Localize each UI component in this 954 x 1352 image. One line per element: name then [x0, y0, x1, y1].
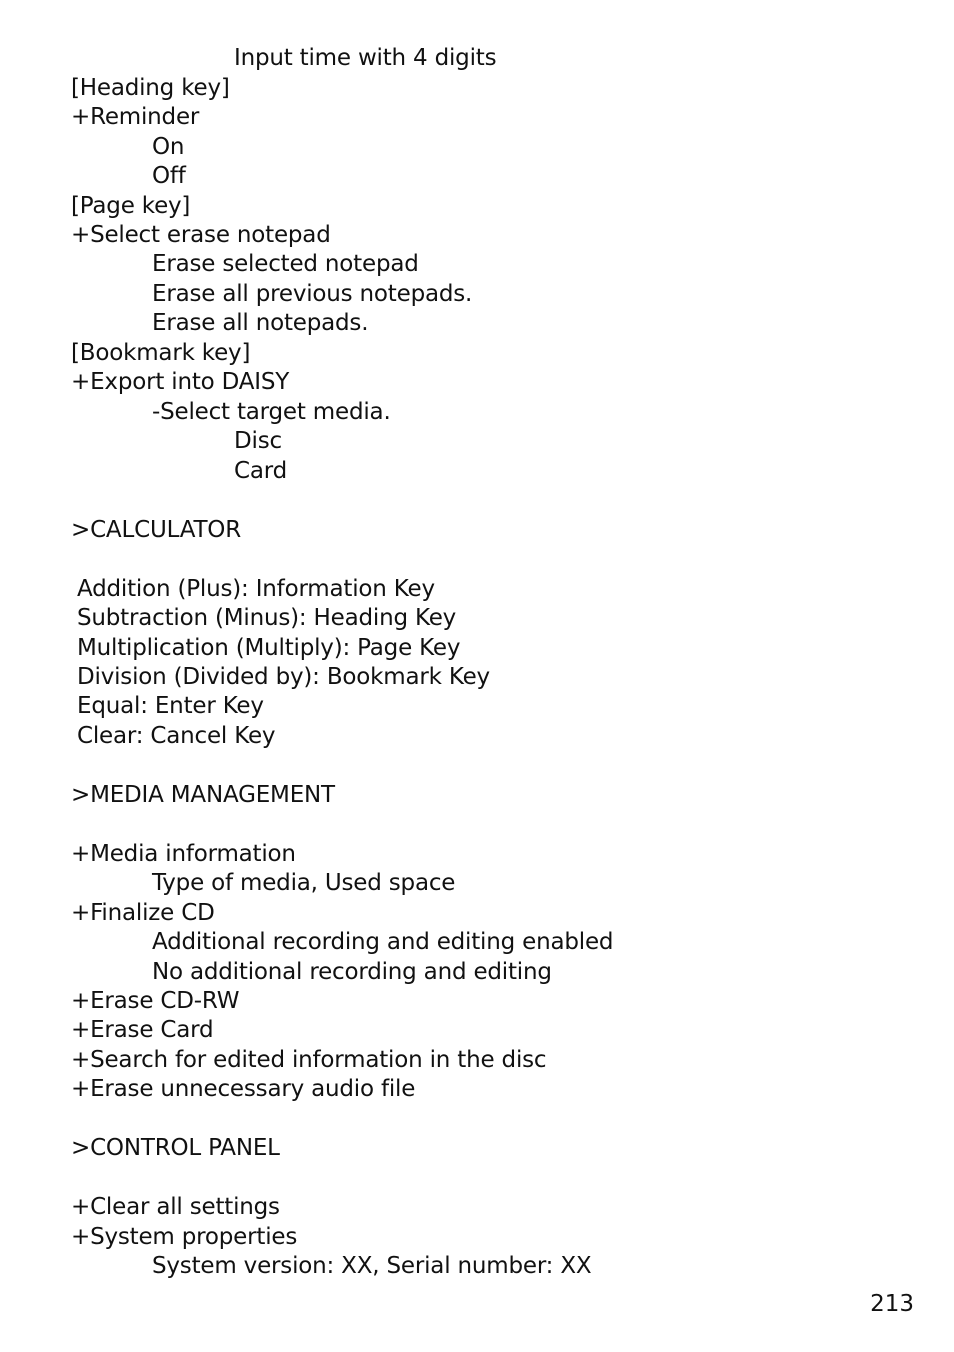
heading-key-label: [Heading key] — [71, 75, 230, 101]
text-line: Card — [234, 458, 288, 484]
text-line: Erase all previous notepads. — [152, 281, 473, 307]
text-line: Type of media, Used space — [152, 870, 456, 896]
section-heading-media-management: >MEDIA MANAGEMENT — [71, 782, 335, 808]
text-line: +Media information — [71, 841, 296, 867]
page-key-label: [Page key] — [71, 193, 191, 219]
text-line: Division (Divided by): Bookmark Key — [77, 664, 490, 690]
text-line: On — [152, 134, 185, 160]
text-line: Subtraction (Minus): Heading Key — [77, 605, 457, 631]
text-line: Disc — [234, 428, 282, 454]
page-number: 213 — [870, 1291, 914, 1317]
text-line: Clear: Cancel Key — [77, 723, 276, 749]
text-line: Erase selected notepad — [152, 251, 419, 277]
section-heading-control-panel: >CONTROL PANEL — [71, 1135, 280, 1161]
text-line: +Reminder — [71, 104, 200, 130]
text-line: Multiplication (Multiply): Page Key — [77, 635, 461, 661]
text-line: +Search for edited information in the disc — [71, 1047, 547, 1073]
bookmark-key-label: [Bookmark key] — [71, 340, 251, 366]
text-line: Addition (Plus): Information Key — [77, 576, 435, 602]
text-line: Input time with 4 digits — [234, 45, 497, 71]
text-line: Additional recording and editing enabled — [152, 929, 614, 955]
text-line: System version: XX, Serial number: XX — [152, 1253, 592, 1279]
text-line: +Clear all settings — [71, 1194, 280, 1220]
text-line: Off — [152, 163, 186, 189]
text-line: No additional recording and editing — [152, 959, 552, 985]
text-line: Equal: Enter Key — [77, 693, 264, 719]
text-line: +Export into DAISY — [71, 369, 290, 395]
text-line: +Erase Card — [71, 1017, 214, 1043]
text-line: +System properties — [71, 1224, 298, 1250]
section-heading-calculator: >CALCULATOR — [71, 517, 241, 543]
text-line: Erase all notepads. — [152, 310, 369, 336]
text-line: +Erase CD-RW — [71, 988, 240, 1014]
text-line: +Select erase notepad — [71, 222, 331, 248]
text-line: -Select target media. — [152, 399, 391, 425]
text-line: +Finalize CD — [71, 900, 215, 926]
text-line: +Erase unnecessary audio file — [71, 1076, 416, 1102]
